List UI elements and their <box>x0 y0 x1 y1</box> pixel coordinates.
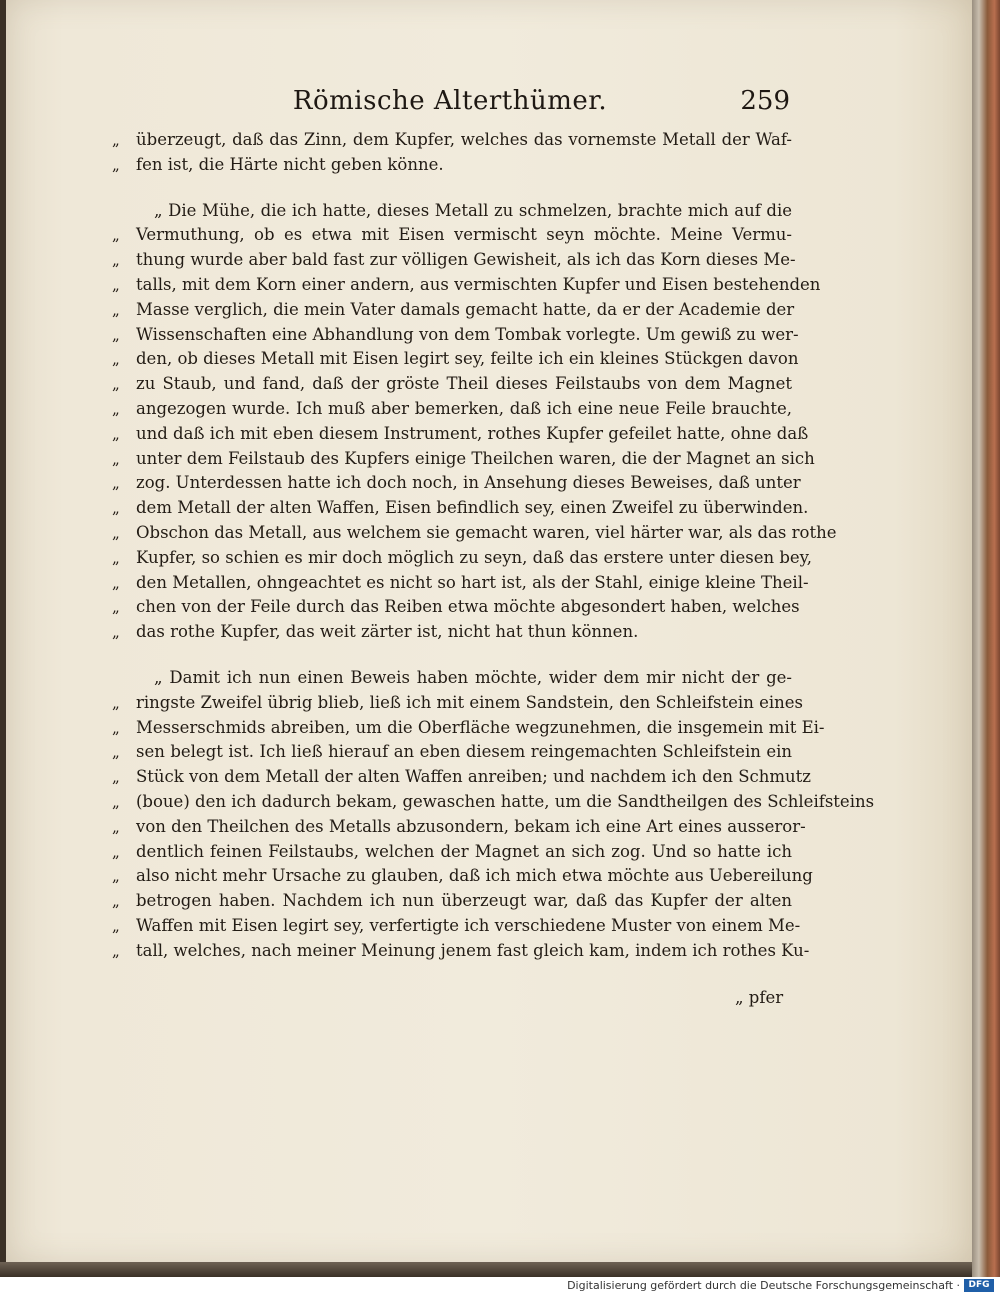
text-line <box>112 595 800 620</box>
quote-mark: „ <box>112 817 120 836</box>
quote-mark: „ <box>112 693 120 712</box>
text-line <box>112 521 837 546</box>
quote-mark: „ <box>112 598 120 617</box>
text-line <box>112 620 792 645</box>
line-text: talls, mit dem Korn einer andern, aus vermischten Kupfer und Eisen bestehenden <box>136 274 821 294</box>
text-line <box>112 372 792 397</box>
quote-mark: „ <box>112 226 120 245</box>
page-header <box>110 84 790 120</box>
line-text: zu Staub, und fand, daß der gröste Theil dieses Feilstaubs von dem Magnet <box>136 374 792 394</box>
line-text: das rothe Kupfer, das weit zärter ist, nicht hat thun können. <box>136 622 639 642</box>
line-text: also nicht mehr Ursache zu glauben, daß ich mich etwa möchte aus Uebereilung <box>136 866 813 886</box>
text-line <box>112 199 792 224</box>
text-line <box>112 740 792 765</box>
quote-mark: „ <box>112 743 120 762</box>
quote-mark: „ <box>112 424 120 443</box>
line-text: Obschon das Metall, aus welchem sie gemacht waren, viel härter war, als das rothe <box>136 522 837 542</box>
text-line <box>112 815 806 840</box>
line-text: Wissenschaften eine Abhandlung von dem Tombak vorlegte. Um gewiß zu wer- <box>136 324 799 344</box>
line-text: dentlich feinen Feilstaubs, welchen der Magnet an sich zog. Und so hatte ich <box>136 841 792 861</box>
line-text: angezogen wurde. Ich muß aber bemerken, daß ich eine neue Feile brauchte, <box>136 398 792 418</box>
quote-mark: „ <box>112 131 120 149</box>
text-line <box>112 153 792 178</box>
footer <box>0 1277 1000 1295</box>
line-text: thung wurde aber bald fast zur völligen Gewisheit, als ich das Korn dieses Me- <box>136 250 796 270</box>
running-title: Römische Alterthümer. <box>292 86 608 116</box>
line-text: unter dem Feilstaub des Kupfers einige Theilchen waren, die der Magnet an sich <box>136 448 815 468</box>
text-line <box>112 347 799 372</box>
quote-mark: „ <box>112 251 120 270</box>
text-line <box>112 939 810 964</box>
text-line <box>112 323 799 348</box>
quote-mark: „ <box>112 867 120 886</box>
line-text: „ Die Mühe, die ich hatte, dieses Metall zu schmelzen, brachte mich auf die <box>154 200 792 220</box>
line-text: chen von der Feile durch das Reiben etwa möchte abgesondert haben, welches <box>136 597 800 617</box>
line-text: Kupfer, so schien es mir doch möglich zu seyn, daß das erstere unter diesen bey, <box>136 547 813 567</box>
page-shadow <box>0 1262 972 1277</box>
text-line <box>112 889 792 914</box>
quote-mark: „ <box>112 623 120 642</box>
line-text: den Metallen, ohngeachtet es nicht so hart ist, als der Stahl, einige kleine Theil- <box>136 572 809 592</box>
line-text: tall, welches, nach meiner Meinung jenem fast gleich kam, indem ich rothes Ku- <box>136 940 810 960</box>
page-number: 259 <box>740 86 790 116</box>
quote-mark: „ <box>112 548 120 567</box>
line-text: fen ist, die Härte nicht geben könne. <box>136 154 444 174</box>
text-line <box>112 248 796 273</box>
text-line <box>112 765 811 790</box>
text-line <box>112 790 875 815</box>
text-line <box>112 223 792 248</box>
text-line <box>112 447 815 472</box>
body-text <box>112 128 875 985</box>
paragraph <box>112 128 792 178</box>
quote-mark: „ <box>112 523 120 542</box>
quote-mark: „ <box>112 768 120 787</box>
quote-mark: „ <box>112 155 120 174</box>
quote-mark: „ <box>112 499 120 518</box>
quote-mark: „ <box>112 350 120 369</box>
line-text: Messerschmids abreiben, um die Oberfläche wegzunehmen, die insgemein mit Ei- <box>136 717 825 737</box>
text-line <box>112 298 795 323</box>
paragraph <box>112 199 837 645</box>
quote-mark: „ <box>112 941 120 960</box>
line-text: Vermuthung, ob es etwa mit Eisen vermischt seyn möchte. Meine Vermu- <box>136 225 792 245</box>
quote-mark: „ <box>112 718 120 737</box>
catchword: „ pfer <box>735 988 784 1007</box>
funding-note: Digitalisierung gefördert durch die Deutsche Forschungsgemeinschaft · <box>567 1279 960 1292</box>
quote-mark: „ <box>112 325 120 344</box>
text-line <box>112 546 813 571</box>
quote-mark: „ <box>112 449 120 468</box>
quote-mark: „ <box>112 300 120 319</box>
quote-mark: „ <box>112 375 120 394</box>
dfg-logo-icon: DFG <box>964 1279 994 1292</box>
line-text: Stück von dem Metall der alten Waffen anreiben; und nachdem ich den Schmutz <box>136 767 811 787</box>
paragraph <box>112 666 875 964</box>
text-line <box>112 864 813 889</box>
quote-mark: „ <box>112 474 120 493</box>
quote-mark: „ <box>112 916 120 935</box>
book-edge <box>972 0 1000 1277</box>
text-line <box>112 422 809 447</box>
line-text: Waffen mit Eisen legirt sey, verfertigte ich verschiedene Muster von einem Me- <box>136 915 801 935</box>
quote-mark: „ <box>112 275 120 294</box>
line-text: den, ob dieses Metall mit Eisen legirt sey, feilte ich ein kleines Stückgen davon <box>136 349 799 369</box>
line-text: dem Metall der alten Waffen, Eisen befindlich sey, einen Zweifel zu überwinden. <box>136 498 809 518</box>
text-line <box>112 840 792 865</box>
text-line <box>112 397 792 422</box>
text-line <box>112 691 803 716</box>
line-text: überzeugt, daß das Zinn, dem Kupfer, welches das vornemste Metall der Waf- <box>136 130 792 149</box>
line-text: Masse verglich, die mein Vater damals gemacht hatte, da er der Academie der <box>136 299 795 319</box>
line-text: (boue) den ich dadurch bekam, gewaschen hatte, um die Sandtheilgen des Schleifsteins <box>136 791 875 811</box>
quote-mark: „ <box>112 842 120 861</box>
line-text: ringste Zweifel übrig blieb, ließ ich mit einem Sandstein, den Schleifstein eines <box>136 692 803 712</box>
text-line <box>112 273 821 298</box>
text-line <box>112 471 801 496</box>
text-line <box>112 666 792 691</box>
text-line <box>112 496 809 521</box>
line-text: und daß ich mit eben diesem Instrument, rothes Kupfer gefeilet hatte, ohne daß <box>136 423 809 443</box>
quote-mark: „ <box>112 892 120 911</box>
line-text: „ Damit ich nun einen Beweis haben möchte, wider dem mir nicht der ge- <box>154 667 792 687</box>
text-line <box>112 128 792 153</box>
text-line <box>112 571 809 596</box>
quote-mark: „ <box>112 573 120 592</box>
line-text: zog. Unterdessen hatte ich doch noch, in Ansehung dieses Beweises, daß unter <box>136 473 801 493</box>
quote-mark: „ <box>112 792 120 811</box>
text-line <box>112 716 825 741</box>
quote-mark: „ <box>112 399 120 418</box>
line-text: von den Theilchen des Metalls abzusondern, bekam ich eine Art eines ausseror- <box>136 816 806 836</box>
text-line <box>112 914 801 939</box>
line-text: sen belegt ist. Ich ließ hierauf an eben diesem reingemachten Schleifstein ein <box>136 742 792 762</box>
line-text: betrogen haben. Nachdem ich nun überzeugt war, daß das Kupfer der alten <box>136 891 792 911</box>
